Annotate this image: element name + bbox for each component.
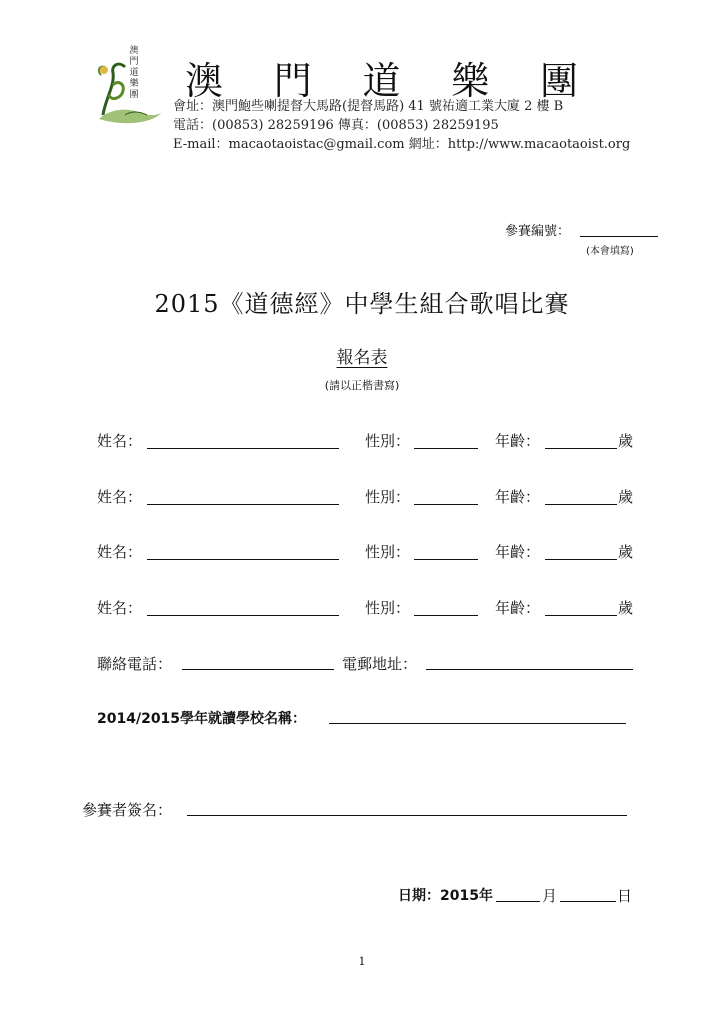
form-title: 2015《道德經》中學生組合歌唱比賽 xyxy=(154,290,570,318)
entry-number-field[interactable] xyxy=(580,236,658,237)
age-label: 年齡： xyxy=(495,543,541,561)
age-field[interactable] xyxy=(545,448,617,449)
name-label: 姓名： xyxy=(97,488,143,506)
age-field[interactable] xyxy=(545,559,617,560)
gender-field[interactable] xyxy=(414,504,478,505)
contact-phone-label: 聯絡電話： xyxy=(97,655,173,673)
organization-contact-block xyxy=(173,97,630,154)
date-day-label: 日 xyxy=(617,887,633,905)
org-name-char: 澳 xyxy=(185,59,226,103)
date-day-field[interactable] xyxy=(560,901,616,902)
logo-char: 道 xyxy=(129,68,139,78)
org-name-char: 門 xyxy=(273,59,314,103)
address-line: 會址：澳門鮑些喇提督大馬路(提督馬路) 41 號祐適工業大廈 2 樓 B xyxy=(173,99,564,114)
age-unit: 歲 xyxy=(618,599,634,617)
name-field[interactable] xyxy=(147,504,339,505)
form-subtitle-wrap xyxy=(0,343,724,368)
age-field[interactable] xyxy=(545,615,617,616)
logo-char: 澳 xyxy=(129,46,139,56)
name-label: 姓名： xyxy=(97,432,143,450)
gender-label: 性別： xyxy=(365,599,411,617)
name-field[interactable] xyxy=(147,448,339,449)
form-instruction: (請以正楷書寫) xyxy=(324,379,400,392)
gender-field[interactable] xyxy=(414,559,478,560)
org-name-char: 樂 xyxy=(451,59,492,103)
name-label: 姓名： xyxy=(97,543,143,561)
org-name-char: 團 xyxy=(539,59,580,103)
signature-label: 參賽者簽名： xyxy=(82,801,173,819)
gender-label: 性別： xyxy=(365,543,411,561)
name-field[interactable] xyxy=(147,615,339,616)
logo-vertical-text xyxy=(128,46,140,101)
age-label: 年齡： xyxy=(495,432,541,450)
gender-field[interactable] xyxy=(414,448,478,449)
logo-char: 門 xyxy=(129,57,139,67)
age-unit: 歲 xyxy=(618,543,634,561)
school-name-field[interactable] xyxy=(329,723,626,724)
logo-char: 團 xyxy=(129,90,139,100)
gender-label: 性別： xyxy=(365,488,411,506)
org-name-char: 道 xyxy=(362,59,403,103)
signature-field[interactable] xyxy=(187,815,627,816)
entry-number-note: (本會填寫) xyxy=(586,246,634,257)
email-address-field[interactable] xyxy=(426,669,633,670)
school-name-label: 2014/2015學年就讀學校名稱： xyxy=(97,711,307,727)
email-address-label: 電郵地址： xyxy=(342,655,418,673)
form-subtitle: 報名表 xyxy=(336,348,388,368)
age-label: 年齡： xyxy=(495,599,541,617)
gender-field[interactable] xyxy=(414,615,478,616)
date-month-label: 月 xyxy=(542,887,558,905)
page-number: 1 xyxy=(358,955,366,968)
phone-fax-line: 電話：(00853) 28259196 傳真：(00853) 28259195 xyxy=(173,118,499,133)
contact-phone-field[interactable] xyxy=(182,669,334,670)
date-prefix: 日期：2015年 xyxy=(398,888,493,904)
date-month-field[interactable] xyxy=(496,901,540,902)
email-web-line: E-mail：macaotaoistac@gmail.com 網址：http://www.macaotaoist.org xyxy=(173,137,631,152)
age-field[interactable] xyxy=(545,504,617,505)
age-label: 年齡： xyxy=(495,488,541,506)
age-unit: 歲 xyxy=(618,488,634,506)
name-label: 姓名： xyxy=(97,599,143,617)
age-unit: 歲 xyxy=(618,432,634,450)
gender-label: 性別： xyxy=(365,432,411,450)
name-field[interactable] xyxy=(147,559,339,560)
logo-char: 樂 xyxy=(129,79,139,89)
entry-number-label: 參賽編號： xyxy=(505,224,571,239)
